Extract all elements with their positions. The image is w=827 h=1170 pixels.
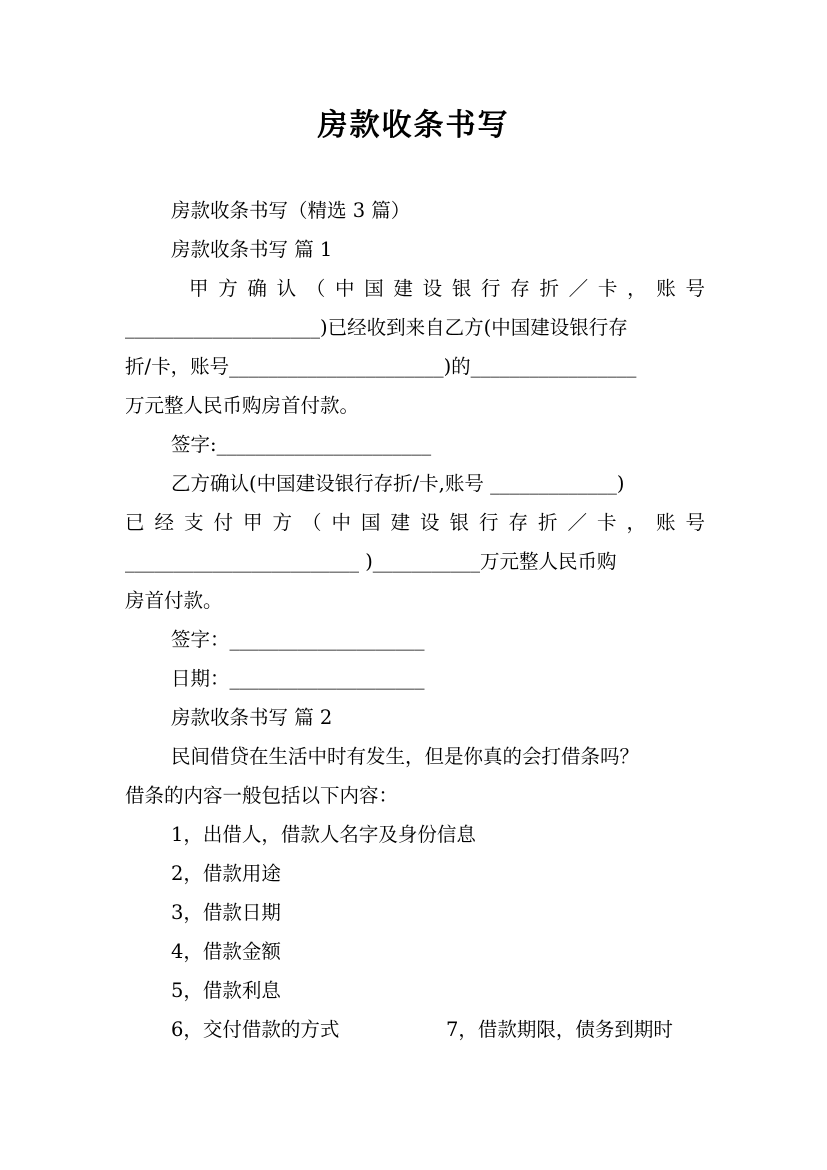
list-item: 5，借款利息: [171, 979, 281, 1002]
section-heading-1: 房款收条书写 篇 1: [171, 238, 333, 261]
paragraph-line: 民间借贷在生活中时有发生，但是你真的会打借条吗？: [171, 745, 640, 768]
list-item: 6，交付借款的方式: [171, 1018, 340, 1041]
paragraph-line: 乙方确认(中国建设银行存折/卡,账号 _____________): [171, 472, 625, 495]
document-title: 房款收条书写: [317, 108, 510, 143]
paragraph-line: 已经支付甲方（中国建设银行存折／卡，账号: [125, 511, 705, 534]
list-item: 2，借款用途: [171, 862, 281, 885]
list-item: 4，借款金额: [171, 940, 281, 963]
paragraph-line: 借条的内容一般包括以下内容：: [125, 784, 399, 807]
paragraph-line: ____________________)已经收到来自乙方(中国建设银行存: [125, 316, 628, 339]
paragraph-line: 甲方确认（中国建设银行存折／卡，账号: [189, 277, 705, 300]
paragraph-line: 房首付款。: [125, 589, 223, 612]
paragraph-line: ________________________ )___________万元整人民币购: [125, 550, 617, 573]
section-heading-2: 房款收条书写 篇 2: [171, 706, 333, 729]
paragraph-line: 折/卡，账号______________________)的_________________: [125, 355, 637, 378]
signature-line: 签字:______________________: [171, 433, 432, 456]
list-item: 1，出借人，借款人名字及身份信息: [171, 823, 476, 846]
signature-line: 签字：____________________: [171, 628, 425, 651]
paragraph-line: 万元整人民币购房首付款。: [125, 394, 360, 417]
list-item: 3，借款日期: [171, 901, 281, 924]
list-item: 7，借款期限，债务到期时: [446, 1018, 673, 1041]
date-line: 日期：____________________: [171, 667, 425, 690]
subtitle-line: 房款收条书写（精选 3 篇）: [171, 199, 411, 222]
